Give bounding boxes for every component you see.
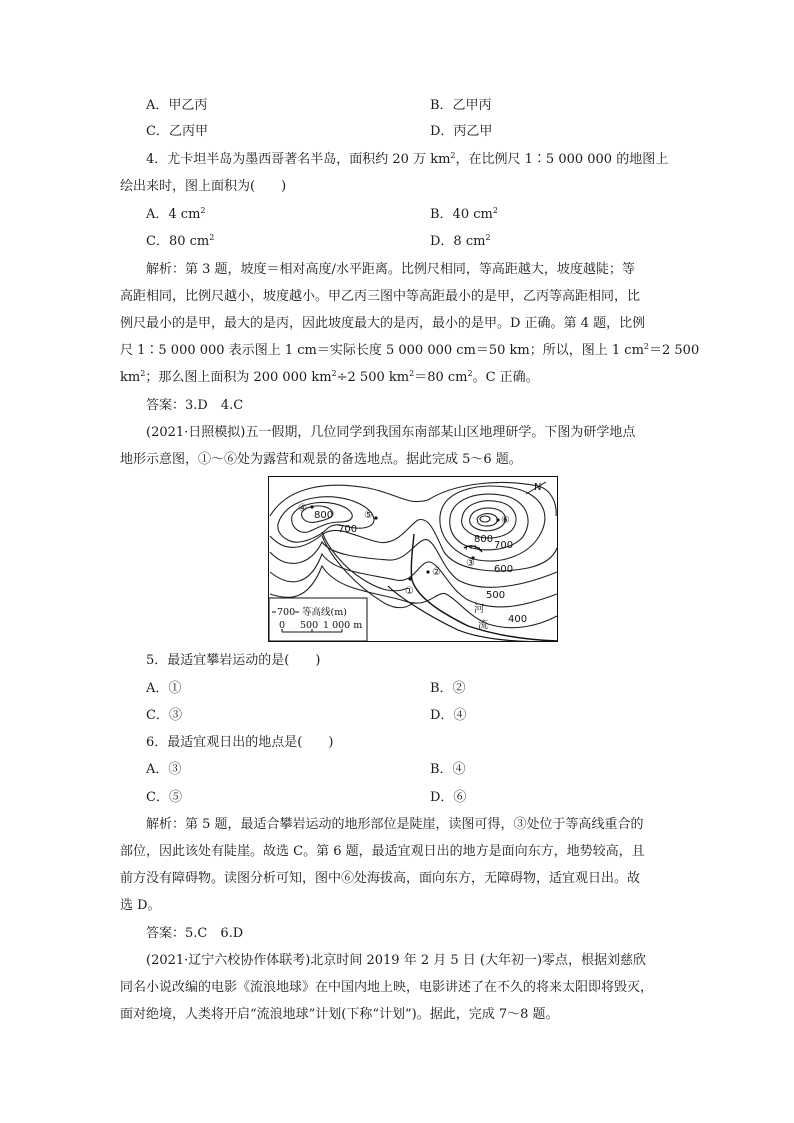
scale-label: 1 000 m [323, 620, 363, 631]
contour-label: 500 [486, 590, 506, 601]
analysis2-line4: 选 D。 [120, 898, 161, 913]
river-label: 流 [478, 620, 488, 631]
q4-option-d: D．8 $cm^2$ [430, 233, 491, 249]
q5-option-a: A．① [146, 681, 182, 696]
q3-option-c: C．乙丙甲 [146, 124, 208, 139]
contour-label: 600 [494, 564, 514, 575]
q3-option-a: A．甲乙丙 [146, 98, 208, 113]
analysis1-line3: 例尺最小的是甲，最大的是丙，因此坡度最大的是丙，最小的是甲。D 正确。第 4 题，比例 [120, 316, 646, 331]
point-marker [408, 577, 411, 580]
analysis1-line1: 解析：第 3 题，坡度＝相对高度/水平距离。比例尺相同，等高距越大，坡度越陡；等 [146, 262, 635, 277]
analysis2-line1: 解析：第 5 题，最适合攀岩运动的地形部位是陡崖，读图可得，③处位于等高线重合的 [146, 817, 644, 832]
point-6-label: ⑥ [501, 515, 510, 526]
q5-option-b: B．② [430, 681, 466, 696]
point-marker [496, 518, 499, 521]
point-marker [426, 570, 429, 573]
point-marker [374, 516, 377, 519]
analysis2-line2: 部位，因此该处有陡崖。故选 C。第 6 题，最适宜观日出的地方是面向东方，地势较高，且 [120, 844, 645, 859]
point-5-label: ⑤ [364, 510, 373, 521]
point-2-label: ② [432, 567, 441, 578]
river-label: 河 [474, 604, 484, 615]
analysis1-line5: $km^2$；那么图上面积为 200 000 $km^2\div 2$ 500 $km^2=80$ $cm^2$。C 正确。 [120, 369, 539, 385]
analysis2-line3: 前方没有障碍物。读图分析可知，图中⑥处海拔高，面向东方，无障碍物，适宜观日出。故 [120, 871, 641, 886]
q6-stem: 6．最适宜观日出的地点是( ) [146, 735, 334, 750]
q3-option-d: D．丙乙甲 [430, 124, 493, 139]
analysis1-line4: 尺 1∶5 000 000 表示图上 1 cm＝实际长度 5 000 000 cm＝50 km；所以，图上 1 $cm^2=2$ 500 [120, 342, 700, 358]
q5-stem: 5．最适宜攀岩运动的是( ) [146, 653, 321, 668]
q5-option-c: C．③ [146, 708, 182, 723]
intro3-line1: (2021·辽宁六校协作体联考)北京时间 2019 年 2 月 5 日 (大年初一)零点，根据刘慈欣 [146, 953, 647, 968]
point-1-label: ① [405, 586, 414, 597]
answer2: 答案：5.C 6.D [146, 926, 244, 941]
q4-option-b: B．40 $cm^2$ [430, 206, 498, 222]
north-label: N [534, 482, 542, 493]
q4-option-a: A．4 $cm^2$ [146, 206, 206, 222]
point-marker [310, 505, 313, 508]
topographic-map-svg [268, 476, 558, 642]
legend-label: 等高线(m) [302, 607, 347, 618]
q4-stem-line2: 绘出来时，图上面积为( ) [120, 179, 287, 194]
scale-label: 0 [279, 620, 286, 631]
q4-option-c: C．80 $cm^2$ [146, 233, 215, 249]
point-3-label: ③ [466, 558, 475, 569]
point-4-label: ④ [298, 503, 307, 514]
intro2-line2: 地形示意图，①～⑥处为露营和观景的备选地点。据此完成 5～6 题。 [120, 452, 522, 467]
q4-stem-line1: 4．尤卡坦半岛为墨西哥著名半岛，面积约 20 万 $km^2$，在比例尺 1∶5 000 000 的地图上 [146, 151, 669, 167]
contour-label: 700 [494, 540, 514, 551]
answer1: 答案：3.D 4.C [146, 398, 244, 413]
q6-option-d: D．⑥ [430, 790, 467, 805]
legend-value: 700 [277, 607, 296, 618]
scale-label: 500 [300, 620, 319, 631]
contour-label: 800 [314, 510, 334, 521]
q5-option-d: D．④ [430, 708, 467, 723]
intro3-line3: 面对绝境，人类将开启“流浪地球”计划(下称“计划”)。据此，完成 7～8 题。 [120, 1007, 559, 1022]
q6-option-a: A．③ [146, 762, 182, 777]
q6-option-b: B．④ [430, 762, 466, 777]
intro3-line2: 同名小说改编的电影《流浪地球》在中国内地上映，电影讲述了在不久的将来太阳即将毁灭， [120, 980, 654, 995]
q6-option-c: C．⑤ [146, 790, 182, 805]
contour-label: 800 [474, 534, 494, 545]
contour-label: 400 [508, 614, 528, 625]
analysis1-line2: 高距相同，比例尺越小，坡度越小。甲乙丙三图中等高距最小的是甲，乙丙等高距相同，比 [120, 289, 641, 304]
q3-option-b: B．乙甲丙 [430, 98, 492, 113]
topographic-map [268, 476, 558, 642]
contour-label: 700 [338, 524, 358, 535]
intro2-line1: (2021·日照模拟)五一假期，几位同学到我国东南部某山区地理研学。下图为研学地点 [146, 425, 636, 440]
